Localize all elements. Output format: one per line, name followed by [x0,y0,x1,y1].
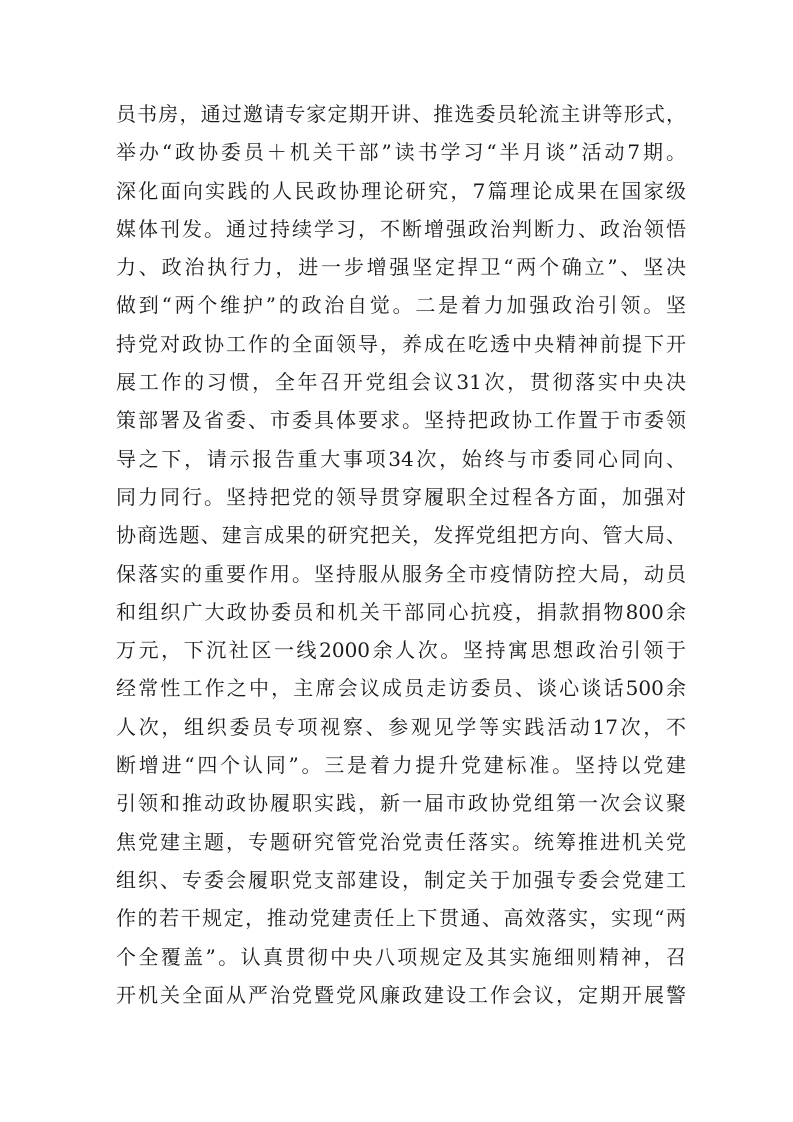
text-line: 举办“政协委员＋机关干部”读书学习“半月谈”活动7期。 [116,140,686,165]
text-line: 员书房，通过邀请专家定期开讲、推选委员轮流主讲等形式， [116,102,686,126]
text-line: 协商选题、建言成果的研究把关，发挥党组把方向、管大局、 [116,523,686,548]
text-line: 力、政治执行力，进一步增强坚定捍卫“两个确立”、坚决 [116,255,686,280]
text-line: 策部署及省委、市委具体要求。坚持把政协工作置于市委领 [116,408,686,433]
text-line: 保落实的重要作用。坚持服从服务全市疫情防控大局，动员 [116,561,686,586]
text-line: 万元，下沉社区一线2000余人次。坚持寓思想政治引领于 [116,638,686,663]
text-line: 导之下，请示报告重大事项34次，始终与市委同心同向、 [116,446,686,471]
text-line: 焦党建主题，专题研究管党治党责任落实。统筹推进机关党 [116,829,686,854]
text-line: 断增进“四个认同”。三是着力提升党建标准。坚持以党建 [116,753,686,778]
text-line: 持党对政协工作的全面领导，养成在吃透中央精神前提下开 [116,331,686,356]
text-line: 深化面向实践的人民政协理论研究，7篇理论成果在国家级 [116,178,686,203]
text-line: 作的若干规定，推动党建责任上下贯通、高效落实，实现“两 [116,906,686,931]
text-line: 组织、专委会履职党支部建设，制定关于加强专委会党建工 [116,867,686,892]
text-line: 同力同行。坚持把党的领导贯穿履职全过程各方面，加强对 [116,484,686,509]
text-line: 展工作的习惯，全年召开党组会议31次，贯彻落实中央决 [116,370,686,395]
text-line: 人次，组织委员专项视察、参观见学等实践活动17次，不 [116,714,686,739]
text-line: 做到“两个维护”的政治自觉。二是着力加强政治引领。坚 [116,293,686,318]
text-line: 开机关全面从严治党暨党风廉政建设工作会议，定期开展警 [116,982,686,1007]
text-line: 和组织广大政协委员和机关干部同心抗疫，捐款捐物800余 [116,599,686,624]
text-line: 经常性工作之中，主席会议成员走访委员、谈心谈话500余 [116,676,686,701]
body-paragraph [116,95,686,1014]
text-line: 媒体刊发。通过持续学习，不断增强政治判断力、政治领悟 [116,216,686,241]
text-line: 引领和推动政协履职实践，新一届市政协党组第一次会议聚 [116,791,686,816]
text-line: 个全覆盖”。认真贯彻中央八项规定及其实施细则精神，召 [116,944,686,969]
